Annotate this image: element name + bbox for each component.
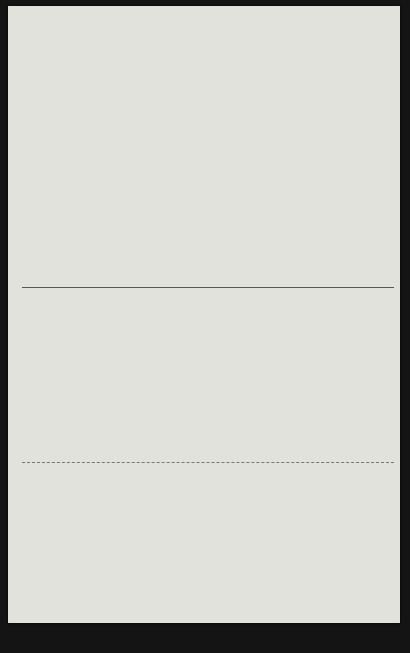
form-sheet xyxy=(8,6,400,623)
footer-bar xyxy=(0,637,410,653)
